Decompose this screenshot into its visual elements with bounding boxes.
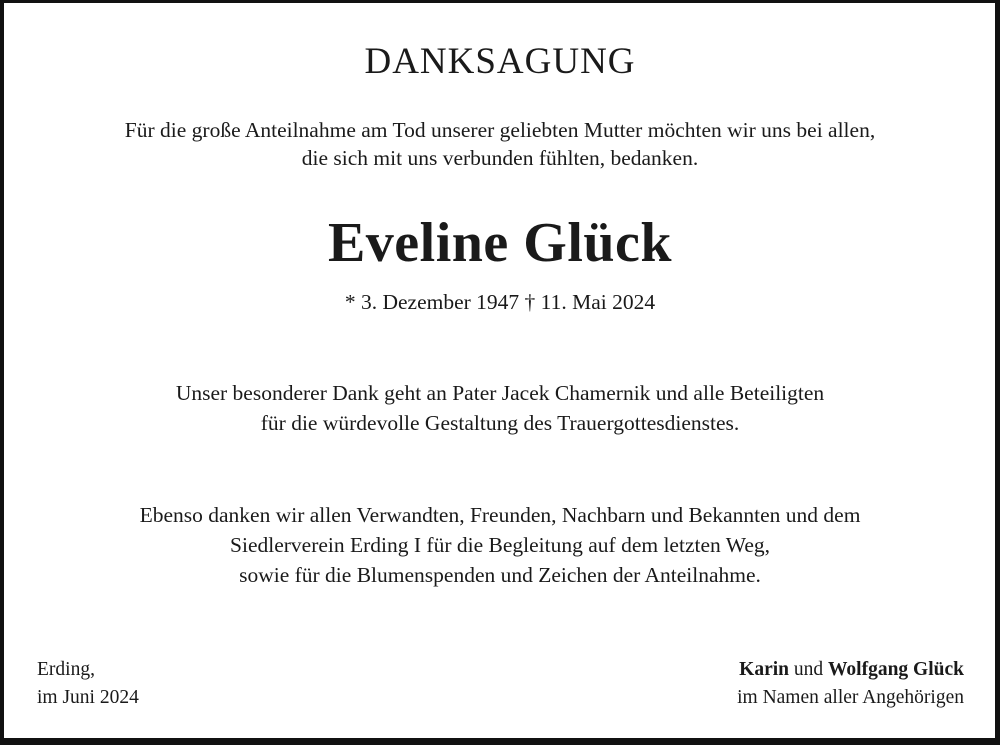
footer-place-date <box>37 656 139 712</box>
thanks-others-paragraph <box>0 500 1000 590</box>
deceased-name: Eveline Glück <box>327 212 673 274</box>
thanks-others-line-1: Ebenso danken wir allen Verwandten, Freunden, Nachbarn und Bekannten und dem <box>139 503 861 527</box>
heading-title: DANKSAGUNG <box>364 41 636 82</box>
signatory-names <box>737 656 964 684</box>
intro-line-1: Für die große Anteilnahme am Tod unserer geliebten Mutter möchten wir uns bei allen, <box>124 118 876 142</box>
signatory-conjunction: und <box>793 659 824 680</box>
thanks-others-line-2: Siedlerverein Erding I für die Begleitung auf dem letzten Weg, <box>230 533 770 557</box>
signatory-note: im Namen aller Angehörigen <box>737 687 964 708</box>
life-dates: * 3. Dezember 1947 † 11. Mai 2024 <box>344 290 656 314</box>
signatory-name-2: Wolfgang Glück <box>828 659 964 680</box>
thanks-priest-paragraph <box>0 378 1000 438</box>
thanks-others-line-3: sowie für die Blumenspenden und Zeichen der Anteilnahme. <box>239 563 761 587</box>
intro-line-2: die sich mit uns verbunden fühlten, bedanken. <box>301 146 699 170</box>
footer-place: Erding, <box>37 659 95 680</box>
footer-date: im Juni 2024 <box>37 687 139 708</box>
thanks-priest-line-1: Unser besonderer Dank geht an Pater Jacek Chamernik und alle Beteiligten <box>175 381 825 405</box>
footer-signatories <box>737 656 964 712</box>
thanks-priest-line-2: für die würdevolle Gestaltung des Trauergottesdienstes. <box>260 411 740 435</box>
signatory-name-1: Karin <box>739 659 789 680</box>
intro-paragraph <box>0 116 1000 172</box>
